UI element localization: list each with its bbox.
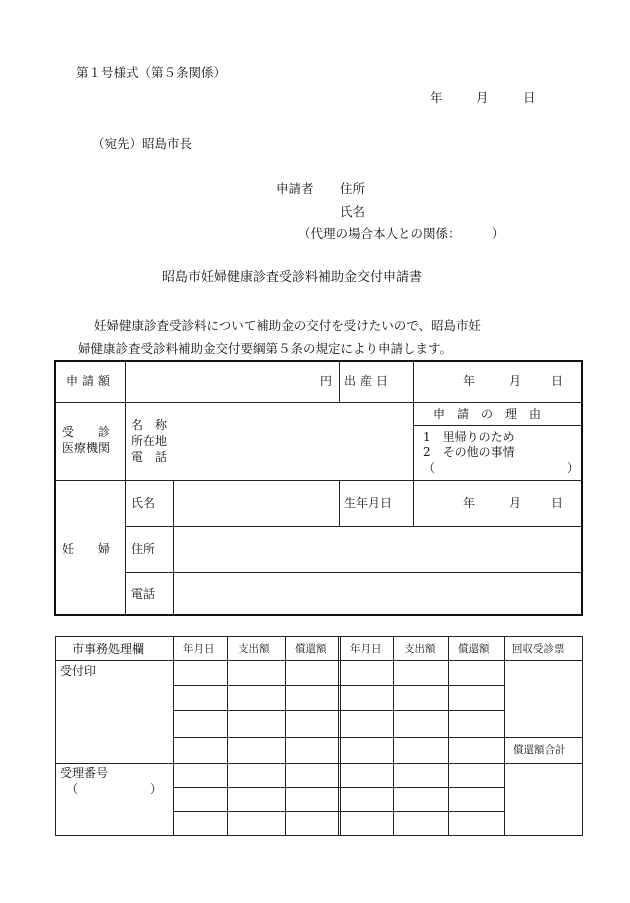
date-month-label: 月 xyxy=(476,90,489,105)
col-date-1: 年月日 xyxy=(183,643,215,655)
applicant-label: 申請者 xyxy=(276,181,314,196)
pregnant-woman-label: 妊 婦 xyxy=(62,542,111,556)
clinic-location-label: 所在地 xyxy=(131,434,168,448)
clinic-info-field[interactable] xyxy=(175,404,412,479)
yen-unit: 円 xyxy=(320,374,333,388)
dob-month-label: 月 xyxy=(509,496,522,510)
pregnant-address-label: 住所 xyxy=(131,542,156,556)
request-amount-label: 申請額 xyxy=(66,374,115,388)
col-expense-1: 支出額 xyxy=(238,643,270,655)
applicant-name-label: 氏名 xyxy=(340,204,366,219)
pregnant-address-field[interactable] xyxy=(175,528,581,571)
pregnant-name-label: 氏名 xyxy=(131,496,156,510)
clinic-label-line-1: 受 診 xyxy=(62,425,111,439)
birth-date-label: 出産日 xyxy=(344,374,393,388)
birth-day-label: 日 xyxy=(551,374,564,388)
reason-other-paren: （ ） xyxy=(423,461,580,475)
pregnant-name-field[interactable] xyxy=(175,482,337,525)
reason-option-1[interactable]: 1 里帰りのため xyxy=(423,430,515,444)
col-repay-2: 償還額 xyxy=(458,643,490,655)
receipt-number-label: 受理番号 xyxy=(60,766,109,780)
applicant-address-label: 住所 xyxy=(340,181,366,196)
repay-total-label: 償還額合計 xyxy=(513,744,566,756)
pregnant-phone-field[interactable] xyxy=(175,574,581,614)
pregnant-phone-label: 電話 xyxy=(131,587,156,601)
office-use-header: 市事務処理欄 xyxy=(72,642,145,656)
birth-year-label: 年 xyxy=(463,374,476,388)
date-day-label: 日 xyxy=(523,90,536,105)
reason-option-2[interactable]: 2 その他の事情 xyxy=(423,445,515,459)
body-text-line-2: 婦健康診査受診料補助金交付要綱第５条の規定により申請します。 xyxy=(78,341,453,356)
birth-month-label: 月 xyxy=(509,374,522,388)
dob-year-label: 年 xyxy=(463,496,476,510)
clinic-phone-label: 電 話 xyxy=(131,450,168,464)
reception-stamp-label: 受付印 xyxy=(60,664,97,678)
dob-day-label: 日 xyxy=(551,496,564,510)
request-amount-field[interactable] xyxy=(127,362,337,401)
col-repay-1: 償還額 xyxy=(295,643,327,655)
proxy-relation-note: （代理の場合本人との関係： ） xyxy=(298,226,505,241)
addressee: （宛先）昭島市長 xyxy=(92,136,193,151)
col-expense-2: 支出額 xyxy=(404,643,436,655)
col-date-2: 年月日 xyxy=(350,643,382,655)
clinic-label-line-2: 医療機関 xyxy=(62,441,111,455)
date-year-label: 年 xyxy=(430,90,443,105)
reason-header: 申 請 の 理 由 xyxy=(433,407,542,421)
document-title: 昭島市妊婦健康診査受診料補助金交付申請書 xyxy=(162,270,423,285)
clinic-name-label: 名 称 xyxy=(131,418,168,432)
col-collected-vouchers: 回収受診票 xyxy=(512,643,565,655)
body-text-line-1: 妊婦健康診査受診料について補助金の交付を受けたいので、昭島市妊 xyxy=(94,318,482,333)
form-number: 第１号様式（第５条関係） xyxy=(76,65,227,80)
date-of-birth-label: 生年月日 xyxy=(344,496,393,510)
receipt-number-paren: （ ） xyxy=(66,782,163,796)
